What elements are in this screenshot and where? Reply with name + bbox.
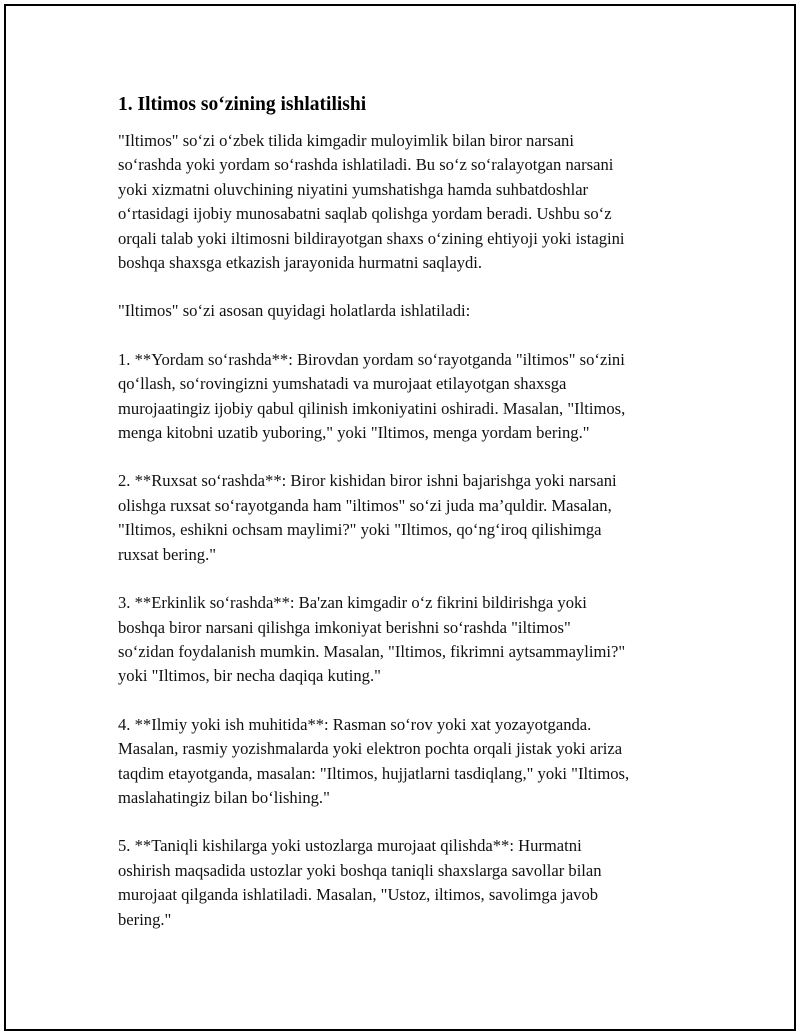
- text-line: qo‘llash, so‘rovingizni yumshatadi va murojaat etilayotgan shaxsga: [118, 374, 567, 394]
- text-line: 5. **Taniqli kishilarga yoki ustozlarga murojaat qilishda**: Hurmatni: [118, 836, 582, 856]
- text-line: murojaat qilganda ishlatiladi. Masalan, "Ustoz, iltimos, savolimga javob: [118, 885, 599, 905]
- text-line: 4. **Ilmiy yoki ish muhitida**: Rasman so‘rov yoki xat yozayotganda.: [118, 714, 592, 734]
- text-line: so‘zidan foydalanish mumkin. Masalan, "Iltimos, fikrimni aytsammaylimi?": [118, 641, 626, 661]
- text-line: boshqa shaxsga etkazish jarayonida hurmatni saqlaydi.: [118, 253, 483, 273]
- text-line: 1. **Yordam so‘rashda**: Birovdan yordam so‘rayotganda "iltimos" so‘zini: [118, 349, 625, 369]
- section-heading: 1. Iltimos so‘zining ishlatilishi: [118, 94, 367, 115]
- text-line: ruxsat bering.": [118, 544, 217, 564]
- text-line: so‘rashda yoki yordam so‘rashda ishlatiladi. Bu so‘z so‘ralayotgan narsani: [118, 155, 614, 175]
- text-line: menga kitobni uzatib yuboring," yoki "Iltimos, menga yordam bering.": [118, 423, 590, 443]
- text-line: 2. **Ruxsat so‘rashda**: Biror kishidan biror ishni bajarishga yoki narsani: [118, 471, 617, 491]
- text-line: murojaatingiz ijobiy qabul qilinish imkoniyatini oshiradi. Masalan, "Iltimos,: [118, 398, 626, 418]
- usage-item-help: [118, 348, 688, 446]
- text-line: "Iltimos, eshikni ochsam maylimi?" yoki "Iltimos, qo‘ng‘iroq qilishimga: [118, 520, 602, 540]
- text-line: yoki xizmatni oluvchining niyatini yumshatishga hamda suhbatdoshlar: [118, 179, 589, 199]
- text-line: maslahatingiz bilan bo‘lishing.": [118, 787, 330, 807]
- text-line: yoki "Iltimos, bir necha daqiqa kuting.": [118, 666, 381, 686]
- text-line: olishga ruxsat so‘rayotganda ham "iltimos" so‘zi juda ma’quldir. Masalan,: [118, 495, 612, 515]
- document-body: [118, 92, 688, 956]
- text-line: "Iltimos" so‘zi asosan quyidagi holatlarda ishlatiladi:: [118, 301, 471, 321]
- usage-item-work: [118, 713, 688, 811]
- text-line: Masalan, rasmiy yozishmalarda yoki elektron pochta orqali jistak yoki ariza: [118, 739, 623, 759]
- text-line: boshqa biror narsani qilishga imkoniyat berishni so‘rashda "iltimos": [118, 617, 571, 637]
- text-line: 3. **Erkinlik so‘rashda**: Ba'zan kimgadir o‘z fikrini bildirishga yoki: [118, 593, 587, 613]
- text-line: "Iltimos" so‘zi o‘zbek tilida kimgadir muloyimlik bilan biror narsani: [118, 131, 574, 150]
- text-line: taqdim etayotganda, masalan: "Iltimos, hujjatlarni tasdiqlang," yoki "Iltimos,: [118, 763, 630, 783]
- text-line: oshirish maqsadida ustozlar yoki boshqa taniqli shaxslarga savollar bilan: [118, 860, 602, 880]
- text-line: orqali talab yoki iltimosni bildirayotgan shaxs o‘zining ehtiyoji yoki istagini: [118, 228, 625, 248]
- text-line: o‘rtasidagi ijobiy munosabatni saqlab qolishga yordam beradi. Ushbu so‘z: [118, 204, 612, 224]
- usage-item-permission: [118, 469, 688, 567]
- text-line: bering.": [118, 909, 172, 929]
- usage-item-freedom: [118, 591, 688, 689]
- usage-intro-paragraph: [118, 299, 688, 323]
- intro-paragraph: [118, 129, 688, 275]
- usage-item-respect: [118, 834, 688, 932]
